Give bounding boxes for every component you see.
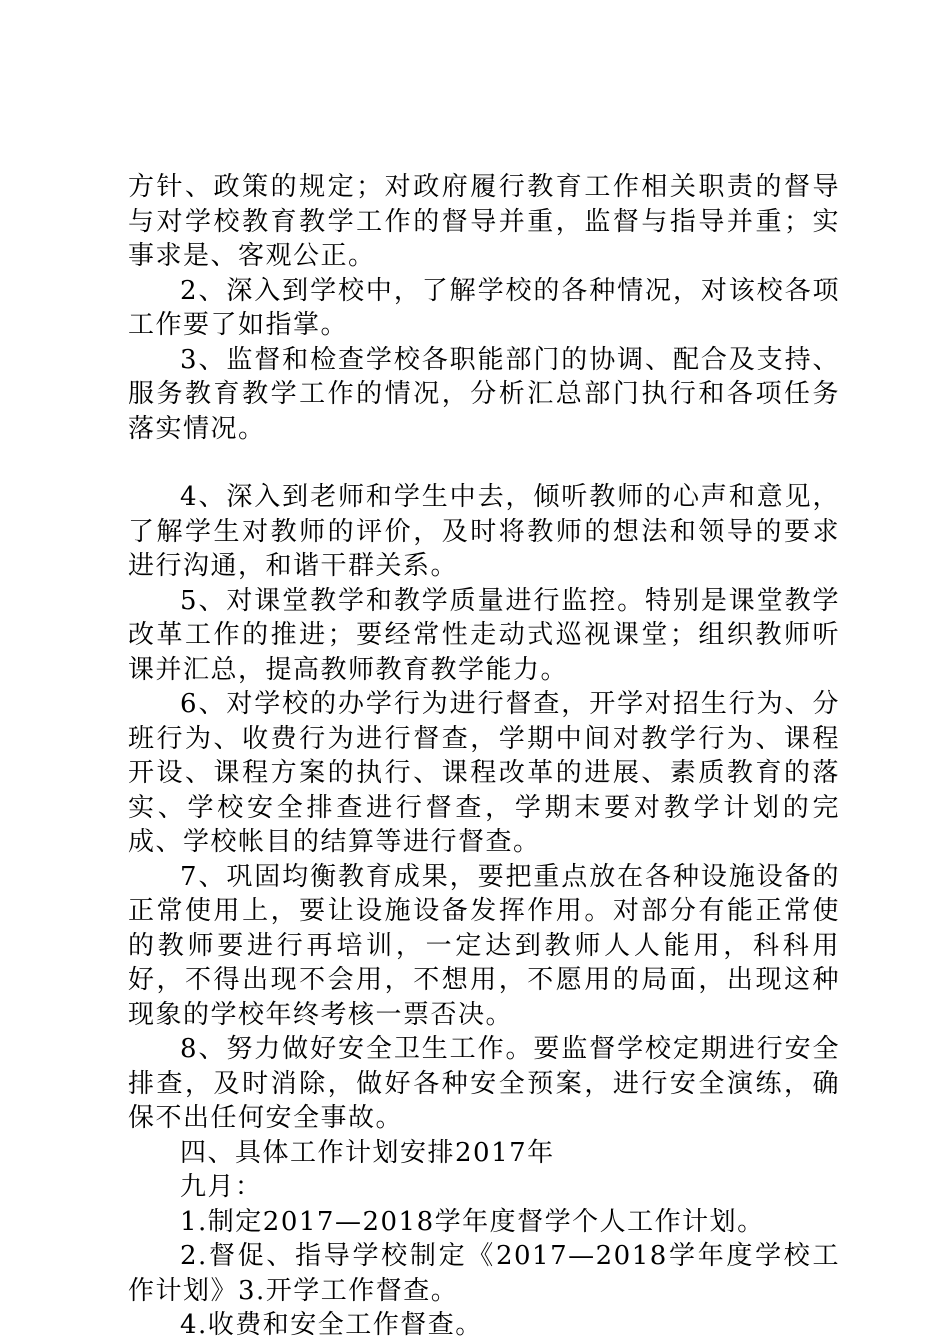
paragraph-item-2: 2、深入到学校中，了解学校的各种情况，对该校各项工作要了如指掌。 [128,275,840,340]
month-heading-september: 九月： [180,1172,263,1202]
paragraph-policy: 方针、政策的规定；对政府履行教育工作相关职责的督导与对学校教育教学工作的督导并重，监督与指导并重；实事求是、客观公正。 [128,172,840,271]
plan-item-4: 4.收费和安全工作督查。 [180,1310,483,1340]
paragraph-item-8: 8、努力做好安全卫生工作。要监督学校定期进行安全排查，及时消除，做好各种安全预案，进行安全演练，确保不出任何安全事故。 [128,1034,840,1133]
paragraph-item-6: 6、对学校的办学行为进行督查，开学对招生行为、分班行为、收费行为进行督查，学期中间对教学行为、课程开设、课程方案的执行、课程改革的进展、素质教育的落实、学校安全排查进行督查，学期末要对教学计划的完成、学校帐目的结算等进行督查。 [128,689,840,857]
plan-item-2-3: 2.督促、指导学校制定《2017—2018学年度学校工作计划》3.开学工作督查。 [128,1241,840,1306]
paragraph-item-3: 3、监督和检查学校各职能部门的协调、配合及支持、服务教育教学工作的情况，分析汇总部门执行和各项任务落实情况。 [128,344,840,444]
paragraph-item-5: 5、对课堂教学和教学质量进行监控。特别是课堂教学改革工作的推进；要经常性走动式巡视课堂；组织教师听课并汇总，提高教师教育教学能力。 [128,585,840,685]
paragraph-item-7: 7、巩固均衡教育成果，要把重点放在各种设施设备的正常使用上，要让设施设备发挥作用。对部分有能正常使的教师要进行再培训，一定达到教师人人能用，科科用好，不得出现不会用，不想用，不愿用的局面，出现这种现象的学校年终考核一票否决。 [128,861,840,1030]
plan-item-1: 1.制定2017—2018学年度督学个人工作计划。 [180,1206,765,1237]
paragraph-item-4: 4、深入到老师和学生中去，倾听教师的心声和意见，了解学生对教师的评价，及时将教师的想法和领导的要求进行沟通，和谐干群关系。 [128,482,840,581]
document-body [128,170,840,1343]
section-heading-plan: 四、具体工作计划安排2017年 [180,1137,555,1168]
